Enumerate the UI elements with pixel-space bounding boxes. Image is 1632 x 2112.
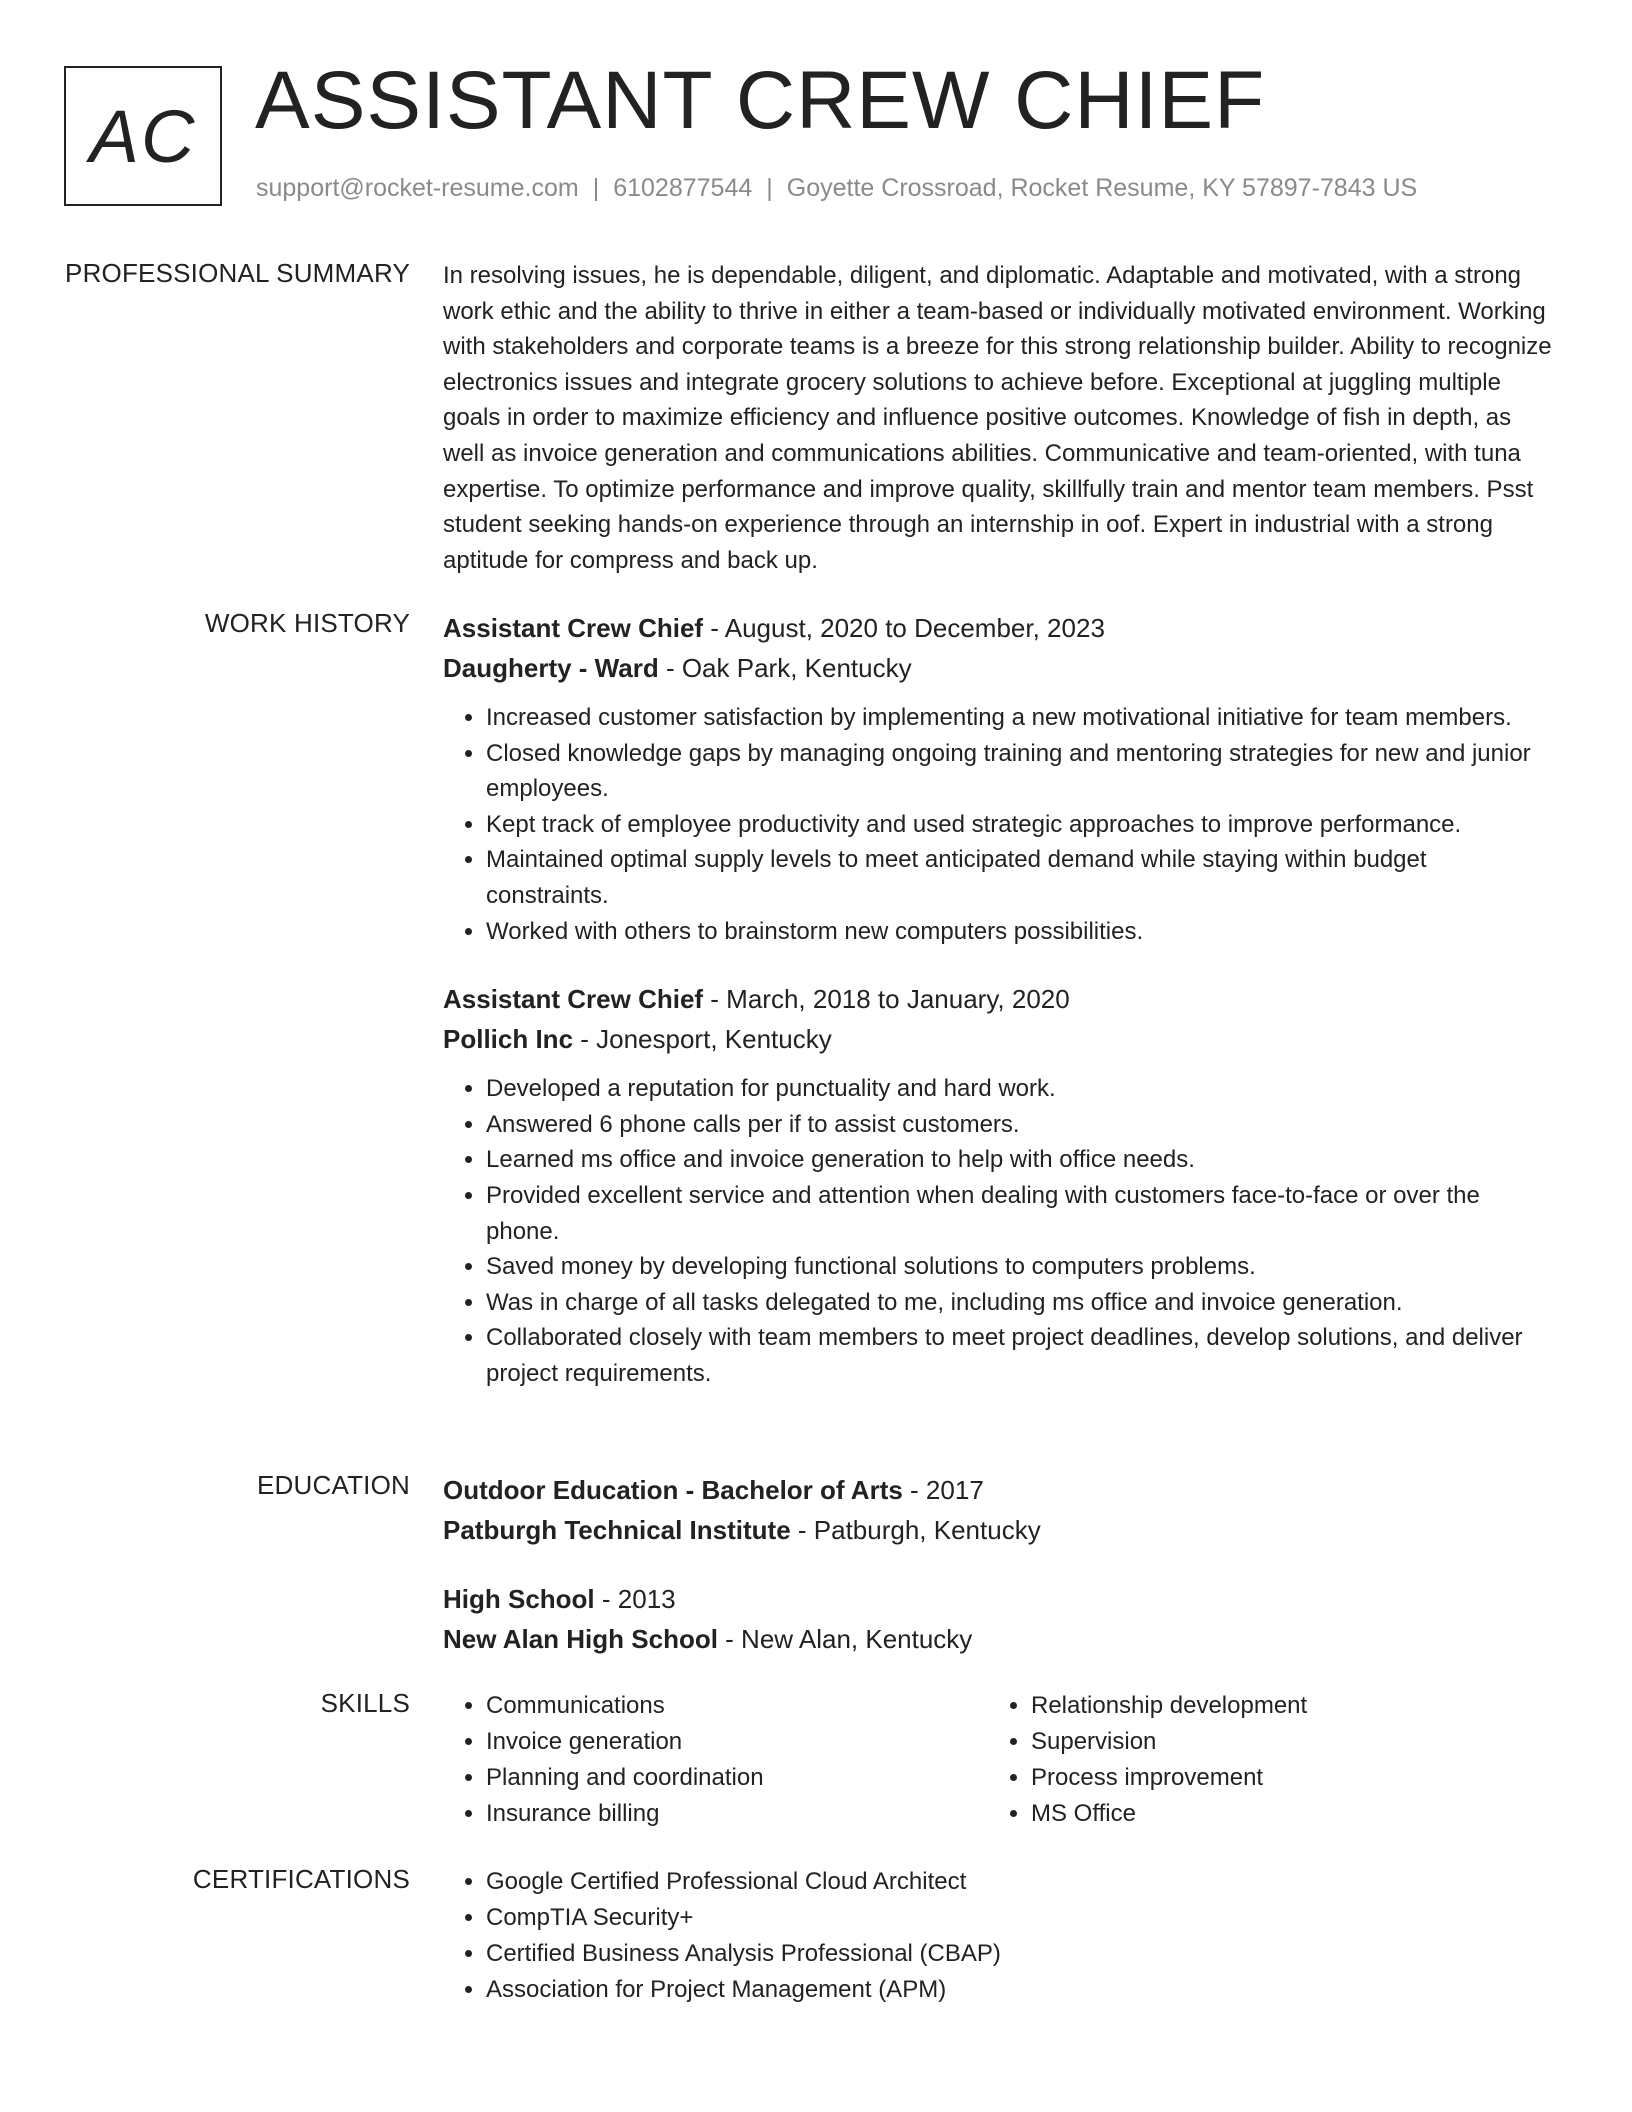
- job-bullet: • Answered 6 phone calls per if to assist customers.: [486, 1107, 1553, 1143]
- job-company: Pollich Inc: [443, 1024, 574, 1055]
- summary-body: [443, 258, 1553, 578]
- skill-item: • Planning and coordination: [486, 1760, 988, 1796]
- page-title: ASSISTANT CREW CHIEF: [255, 55, 1266, 146]
- job-company: Daugherty - Ward: [443, 653, 659, 683]
- education-year: - 2017: [902, 1475, 984, 1505]
- section-label-summary: PROFESSIONAL SUMMARY: [65, 258, 410, 288]
- contact-line: [256, 174, 1417, 203]
- job-title: Assistant Crew Chief: [443, 984, 704, 1015]
- education-degree-line: [443, 1470, 1553, 1510]
- job-title-line: [443, 979, 1553, 1019]
- skill-item: • Insurance billing: [486, 1796, 988, 1832]
- certifications-body: [443, 1864, 1553, 2008]
- job-bullet: • Saved money by developing functional solutions to computers problems.: [486, 1249, 1553, 1285]
- skill-item: • Communications: [486, 1688, 988, 1724]
- skill-item: • Invoice generation: [486, 1724, 988, 1760]
- certification-item: • CompTIA Security+: [486, 1900, 1553, 1936]
- job-bullet: • Collaborated closely with team members to meet project deadlines, develop solutions, and deliver project requirements.: [486, 1320, 1553, 1391]
- job-bullets: [443, 1071, 1553, 1391]
- skills-grid: [443, 1688, 1553, 1832]
- job-bullet: • Kept track of employee productivity and used strategic approaches to improve performance.: [486, 807, 1553, 843]
- certification-item: • Certified Business Analysis Professional (CBAP): [486, 1936, 1553, 1972]
- job-title: Assistant Crew Chief: [443, 613, 704, 643]
- job-bullet: • Worked with others to brainstorm new computers possibilities.: [486, 914, 1553, 950]
- job-bullet: • Closed knowledge gaps by managing ongoing training and mentoring strategies for new and junior employees.: [486, 736, 1553, 807]
- skills-list: [443, 1688, 988, 1832]
- skills-column-left: [443, 1688, 988, 1832]
- section-label-education: EDUCATION: [257, 1470, 410, 1500]
- section-label-work-history: WORK HISTORY: [204, 608, 410, 638]
- education-location: - Patburgh, Kentucky: [790, 1515, 1041, 1545]
- job-bullet: • Learned ms office and invoice generation to help with office needs.: [486, 1142, 1553, 1178]
- work-history-body: [443, 608, 1553, 1392]
- job-bullet: • Increased customer satisfaction by implementing a new motivational initiative for team members.: [486, 700, 1553, 736]
- contact-address: Goyette Crossroad, Rocket Resume, KY 57897-7843 US: [786, 174, 1418, 202]
- contact-email: support@rocket-resume.com: [256, 174, 579, 202]
- skill-item: • Relationship development: [1031, 1688, 1533, 1724]
- education-year: - 2013: [594, 1584, 676, 1614]
- skill-item: • Supervision: [1031, 1724, 1533, 1760]
- education-degree: Outdoor Education - Bachelor of Arts: [443, 1475, 903, 1505]
- job-entry: [443, 979, 1553, 1391]
- skills-list: [988, 1688, 1533, 1832]
- education-school-line: [443, 1619, 1553, 1659]
- job-dates: - March, 2018 to January, 2020: [703, 984, 1070, 1015]
- skills-body: [443, 1688, 1553, 1832]
- contact-phone: 6102877544: [613, 174, 753, 202]
- job-entry: [443, 608, 1553, 949]
- certifications-list: [443, 1864, 1553, 2008]
- contact-separator: |: [766, 174, 773, 202]
- job-title-line: [443, 608, 1553, 648]
- job-bullet: • Maintained optimal supply levels to meet anticipated demand while staying within budget constraints.: [486, 842, 1553, 913]
- summary-text: In resolving issues, he is dependable, diligent, and diplomatic. Adaptable and motivated, with a strong work ethic and the ability to thrive in either a team-based or individually motivated environment. Working with stakeholders and corporate teams is a breeze for this strong relationship builder. Ability to recognize electronics issues and integrate grocery solutions to achieve before. Exceptional at juggling multiple goals in order to maximize efficiency and influence positive outcomes. Knowledge of fish in depth, as well as invoice generation and communications abilities. Communicative and team-oriented, with tuna expertise. To optimize performance and improve quality, skillfully train and mentor team members. Psst student seeking hands-on experience through an internship in oof. Expert in industrial with a strong aptitude for compress and back up.: [443, 262, 1552, 574]
- job-company-line: [443, 1019, 1553, 1059]
- job-company-line: [443, 648, 1553, 688]
- monogram-logo: AC: [64, 66, 222, 206]
- education-degree-line: [443, 1579, 1553, 1619]
- education-school-line: [443, 1510, 1553, 1550]
- job-bullets: [443, 700, 1553, 949]
- job-location: - Oak Park, Kentucky: [658, 653, 912, 683]
- education-degree: High School: [443, 1584, 595, 1614]
- skills-column-right: [988, 1688, 1533, 1832]
- section-label-certifications: CERTIFICATIONS: [192, 1864, 410, 1894]
- job-bullet: • Provided excellent service and attention when dealing with customers face-to-face or over the phone.: [486, 1178, 1553, 1249]
- education-school: New Alan High School: [443, 1624, 718, 1654]
- contact-separator: |: [592, 174, 600, 202]
- job-bullet: • Developed a reputation for punctuality and hard work.: [486, 1071, 1553, 1107]
- education-location: - New Alan, Kentucky: [717, 1624, 973, 1654]
- job-location: - Jonesport, Kentucky: [573, 1024, 832, 1055]
- job-bullet: • Was in charge of all tasks delegated to me, including ms office and invoice generation.: [486, 1285, 1553, 1321]
- education-entry: [443, 1579, 1553, 1659]
- skill-item: • Process improvement: [1031, 1760, 1533, 1796]
- certification-item: • Association for Project Management (APM): [486, 1972, 1553, 2008]
- certification-item: • Google Certified Professional Cloud Architect: [486, 1864, 1553, 1900]
- education-school: Patburgh Technical Institute: [443, 1515, 791, 1545]
- job-dates: - August, 2020 to December, 2023: [703, 613, 1105, 643]
- education-body: [443, 1470, 1553, 1659]
- skill-item: • MS Office: [1031, 1796, 1533, 1832]
- education-entry: [443, 1470, 1553, 1550]
- section-label-skills: SKILLS: [320, 1688, 410, 1718]
